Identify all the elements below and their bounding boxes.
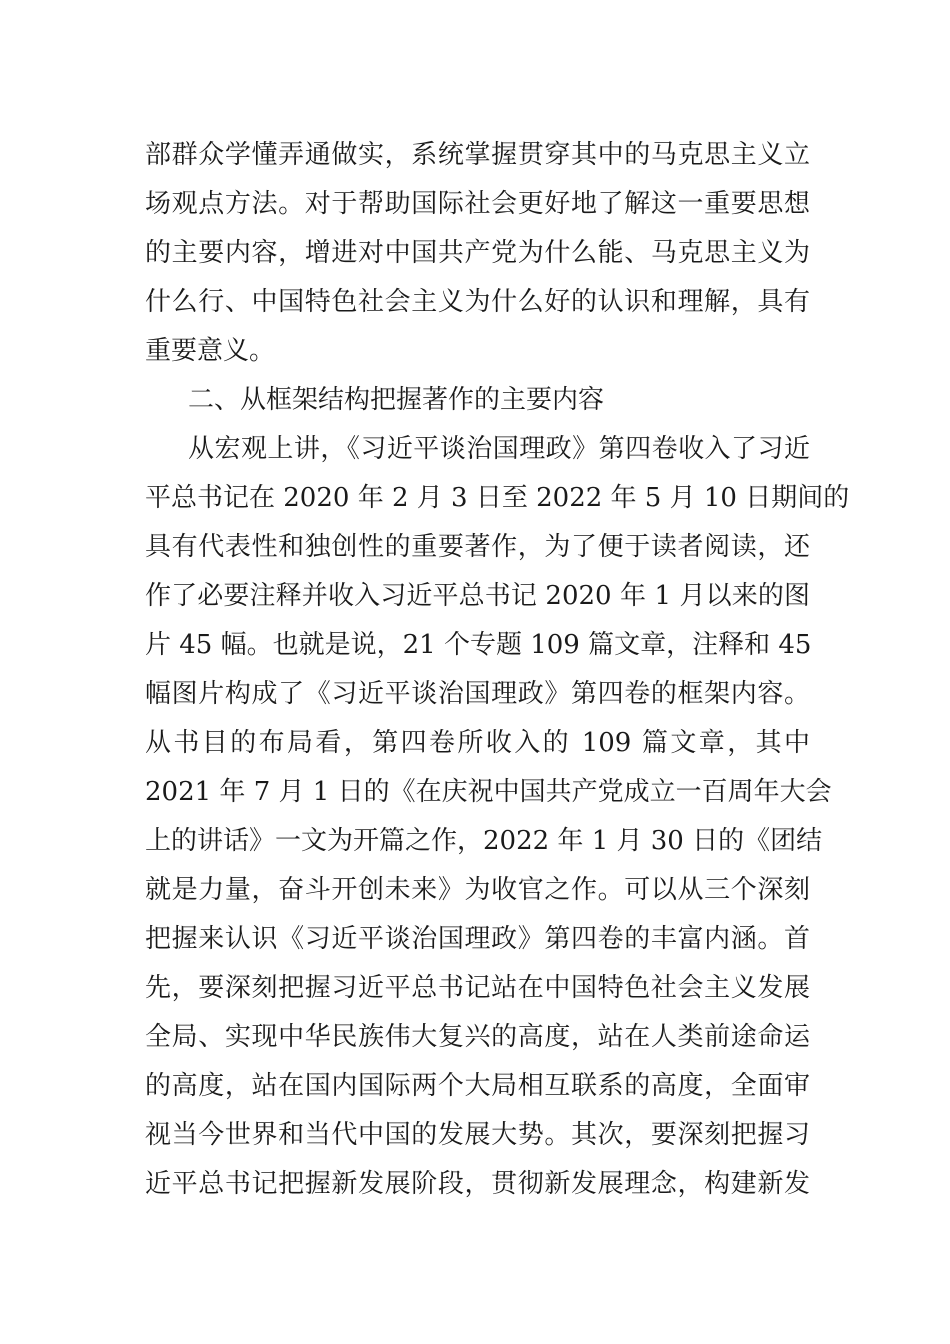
text-line-11: 片 45 幅。也就是说，21 个专题 109 篇文章，注释和 45 (145, 630, 812, 660)
text-line-5: 重要意义。 (145, 336, 276, 366)
text-line-8: 平总书记在 2020 年 2 月 3 日至 2022 年 5 月 10 日期间的 (145, 483, 850, 513)
text-line-12: 幅图片构成了《习近平谈治国理政》第四卷的框架内容。 (145, 679, 810, 709)
text-line-14: 2021 年 7 月 1 日的《在庆祝中国共产党成立一百周年大会 (145, 777, 832, 807)
text-line-3: 的主要内容，增进对中国共产党为什么能、马克思主义为 (145, 238, 810, 268)
text-line-21: 视当今世界和当代中国的发展大势。其次，要深刻把握习 (145, 1120, 810, 1150)
text-line-9: 具有代表性和独创性的重要著作，为了便于读者阅读，还 (145, 532, 810, 562)
section-heading: 二、从框架结构把握著作的主要内容 (188, 385, 605, 415)
text-line-10: 作了必要注释并收入习近平总书记 2020 年 1 月以来的图 (145, 581, 810, 611)
text-line-4: 什么行、中国特色社会主义为什么好的认识和理解，具有 (145, 287, 810, 317)
text-line-2: 场观点方法。对于帮助国际社会更好地了解这一重要思想 (145, 189, 810, 219)
text-line-1: 部群众学懂弄通做实，系统掌握贯穿其中的马克思主义立 (145, 140, 810, 170)
text-line-22: 近平总书记把握新发展阶段，贯彻新发展理念，构建新发 (145, 1169, 810, 1199)
text-line-16: 就是力量，奋斗开创未来》为收官之作。可以从三个深刻 (145, 875, 810, 905)
text-line-20: 的高度，站在国内国际两个大局相互联系的高度，全面审 (145, 1071, 810, 1101)
text-line-18: 先，要深刻把握习近平总书记站在中国特色社会主义发展 (145, 973, 810, 1003)
text-line-7: 从宏观上讲，《习近平谈治国理政》第四卷收入了习近 (188, 434, 810, 464)
text-line-17: 把握来认识《习近平谈治国理政》第四卷的丰富内涵。首 (145, 924, 810, 954)
text-line-13: 从书目的布局看，第四卷所收入的 109 篇文章，其中 (145, 728, 810, 758)
text-line-15: 上的讲话》一文为开篇之作，2022 年 1 月 30 日的《团结 (145, 826, 823, 856)
text-line-19: 全局、实现中华民族伟大复兴的高度，站在人类前途命运 (145, 1022, 810, 1052)
